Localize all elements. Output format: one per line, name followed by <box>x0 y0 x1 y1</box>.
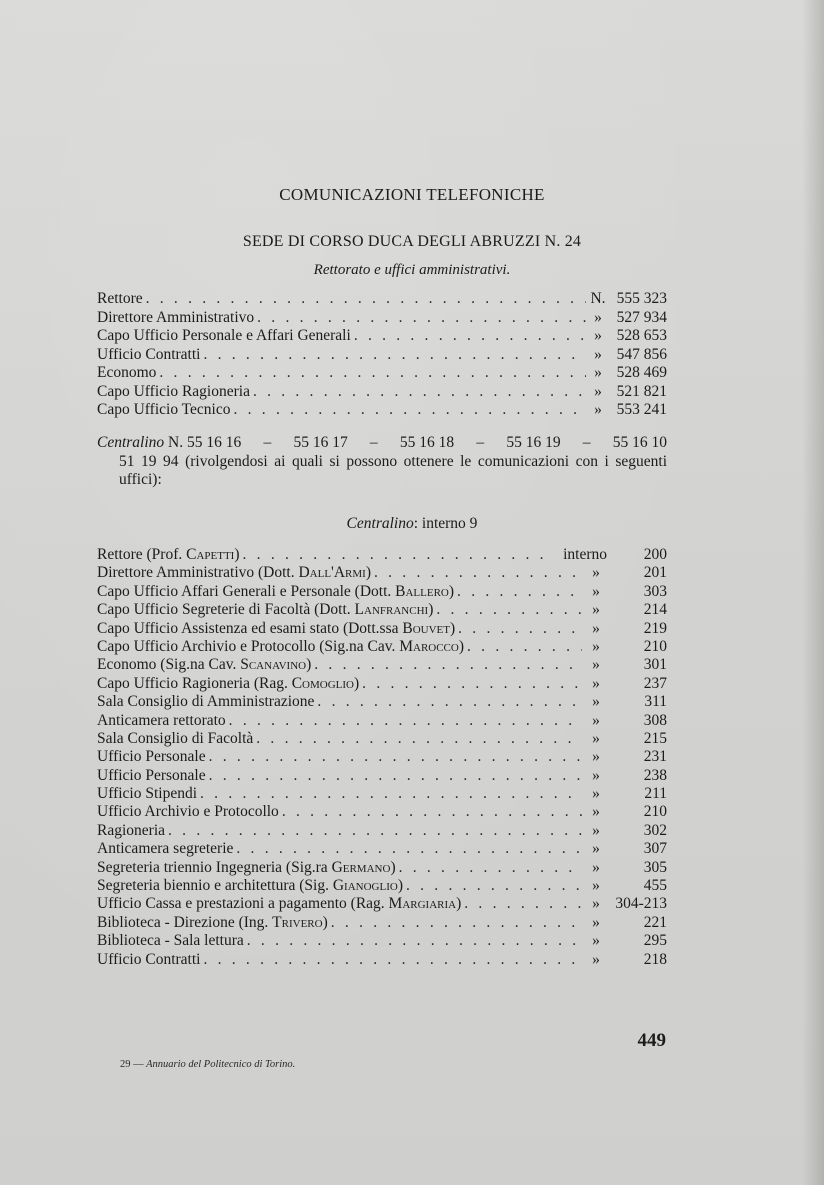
extension-text-tail: ) <box>397 877 403 895</box>
dot-leader <box>243 546 552 564</box>
centralino-number-2: 55 16 17 <box>293 434 348 451</box>
dot-leader <box>159 364 586 383</box>
centralino-block <box>97 434 667 490</box>
centralino-prefix: Centralino <box>97 434 165 451</box>
extension-label <box>97 767 206 785</box>
dot-leader <box>317 693 582 711</box>
extension-text: Capo Ufficio Assistenza ed esami stato (Dott.ssa <box>97 619 403 637</box>
dot-leader <box>168 822 582 840</box>
extension-text: Capo Ufficio Affari Generali e Personale (Dott. <box>97 582 396 600</box>
extension-text: Ufficio Contratti <box>97 950 201 968</box>
extension-row <box>97 895 667 913</box>
extension-text-tail: ) <box>449 619 456 637</box>
extension-text: Biblioteca - Direzione (Ing. <box>97 913 273 931</box>
dot-leader <box>257 309 586 328</box>
extension-marker: » <box>592 674 600 692</box>
extension-number: 214 <box>643 601 667 619</box>
direct-line-marker: » <box>594 308 602 326</box>
dot-leader <box>354 327 586 346</box>
extension-number: 200 <box>643 546 667 563</box>
page-subheading: SEDE DI CORSO DUCA DEGLI ABRUZZI N. 24 <box>242 233 582 250</box>
extension-text-tail: ) <box>365 564 371 582</box>
extension-text: Capo Ufficio Segreterie di Facoltà (Dott. <box>97 601 355 619</box>
extension-label <box>97 822 165 840</box>
extension-person-name: Lanfranchi <box>354 601 429 619</box>
extension-marker: interno <box>563 546 607 563</box>
extension-label <box>97 859 396 877</box>
extension-text-tail: ) <box>456 895 462 913</box>
separator: – <box>582 434 591 451</box>
extension-number: 307 <box>643 840 667 858</box>
direct-line-label: Direttore Amministrativo <box>97 308 255 326</box>
page-footer <box>120 1059 295 1070</box>
page-edge-shadow <box>802 0 824 1185</box>
dot-leader <box>314 656 582 674</box>
extension-number: 311 <box>644 693 667 711</box>
extension-person-name: Dall'Armi <box>298 564 366 582</box>
extension-person-name: Ballero <box>395 582 449 600</box>
extension-label <box>97 638 464 656</box>
dot-leader <box>457 583 582 601</box>
extension-text-tail: ) <box>322 913 328 931</box>
direct-line-number: 553 241 <box>616 401 667 418</box>
extension-marker: » <box>592 895 600 913</box>
extension-label <box>97 564 371 582</box>
extension-marker: » <box>592 913 600 931</box>
extension-number: 218 <box>643 950 667 968</box>
extension-row <box>97 583 667 601</box>
dot-leader <box>436 601 582 619</box>
extension-person-name: Gianoglio <box>332 877 398 895</box>
extension-label <box>97 951 200 969</box>
extension-marker: » <box>592 932 600 950</box>
extension-number: 237 <box>643 674 667 692</box>
dot-leader <box>331 914 582 932</box>
extension-text: Ufficio Archivio e Protocollo <box>97 803 279 821</box>
extension-row <box>97 712 667 730</box>
direct-line-marker: » <box>594 345 602 363</box>
dot-leader <box>146 290 586 309</box>
extension-marker: » <box>592 729 600 747</box>
extension-number: 221 <box>643 913 667 931</box>
extension-marker: » <box>592 950 600 968</box>
extension-label <box>97 656 311 674</box>
dot-leader <box>464 895 582 913</box>
extension-label <box>97 693 314 711</box>
direct-line-marker: » <box>594 364 602 381</box>
centralino-numbers-line <box>97 434 667 453</box>
direct-line-row <box>97 364 667 383</box>
extension-row <box>97 877 667 895</box>
interno-title-prefix: Centralino <box>346 515 414 532</box>
separator: – <box>263 434 272 451</box>
extension-number: 302 <box>643 821 667 839</box>
extension-row <box>97 914 667 932</box>
separator: – <box>369 434 378 451</box>
dot-leader <box>399 859 582 877</box>
direct-lines-list <box>97 290 667 420</box>
extension-label <box>97 785 197 803</box>
extension-row <box>97 785 667 803</box>
extension-marker: » <box>592 821 600 839</box>
extension-row <box>97 638 667 656</box>
extension-marker: » <box>592 803 600 821</box>
extension-text: Capo Ufficio Archivio e Protocollo (Sig.na Cav. <box>97 637 400 655</box>
extension-label <box>97 675 359 693</box>
extension-text: Ragioneria <box>97 821 166 839</box>
extension-text: Ufficio Personale <box>97 766 206 784</box>
direct-line-number: 547 856 <box>616 345 667 363</box>
direct-line-number: 527 934 <box>616 308 667 326</box>
extension-row <box>97 840 667 858</box>
dot-leader <box>236 840 582 858</box>
extension-person-name: Capetti <box>186 546 235 563</box>
extension-marker: » <box>592 637 600 655</box>
extension-number: 215 <box>643 729 667 747</box>
extension-row <box>97 748 667 766</box>
extension-number: 304-213 <box>615 895 667 913</box>
extension-marker: » <box>592 582 600 600</box>
direct-line-label: Ufficio Contratti <box>97 345 201 363</box>
extension-text: Segreteria biennio e architettura (Sig. <box>97 877 333 895</box>
extension-number: 210 <box>643 803 667 821</box>
dot-leader <box>253 383 586 402</box>
extension-text: Sala Consiglio di Facoltà <box>97 729 254 747</box>
extension-label <box>97 601 433 619</box>
extension-text-tail: ) <box>234 546 240 563</box>
extension-number: 231 <box>643 748 667 766</box>
direct-line-row <box>97 290 667 309</box>
extension-row <box>97 564 667 582</box>
extension-number: 295 <box>643 932 667 950</box>
extension-text: Ufficio Cassa e prestazioni a pagamento (Rag. <box>97 895 389 913</box>
extension-label <box>97 546 240 564</box>
direct-line-number: 528 653 <box>616 327 667 344</box>
extension-row <box>97 822 667 840</box>
direct-line-marker: » <box>594 327 602 344</box>
direct-line-label: Economo <box>97 364 157 381</box>
dot-leader <box>203 346 586 365</box>
extension-label <box>97 748 206 766</box>
direct-line-row <box>97 346 667 365</box>
extension-number: 308 <box>643 711 667 729</box>
dot-leader <box>256 730 582 748</box>
extension-text: Rettore (Prof. <box>97 546 187 563</box>
centralino-number-1: N. 55 16 16 <box>168 434 242 451</box>
direct-line-marker: » <box>594 401 602 418</box>
dot-leader <box>209 748 582 766</box>
extension-marker: » <box>592 564 600 582</box>
extensions-list <box>97 546 667 969</box>
extension-person-name: Trivero <box>272 913 323 931</box>
extension-text-tail: ) <box>390 858 396 876</box>
extension-marker: » <box>592 619 600 637</box>
extension-row <box>97 693 667 711</box>
centralino-continuation: 51 19 94 (rivolgendosi ai quali si possono ottenere le comunicazioni con i seguenti uffici): <box>119 452 667 488</box>
centralino-number-4: 55 16 19 <box>506 434 561 451</box>
direct-line-label: Rettore <box>97 290 143 307</box>
extension-label <box>97 620 455 638</box>
dot-leader <box>209 767 582 785</box>
extension-number: 201 <box>643 564 667 582</box>
extension-number: 210 <box>643 637 667 655</box>
section-title: Rettorato e uffici amministrativi. <box>313 262 511 278</box>
dot-leader <box>247 932 582 950</box>
extension-row <box>97 546 667 564</box>
extension-number: 305 <box>643 858 667 876</box>
extension-text-tail: ) <box>306 656 312 674</box>
extension-text: Ufficio Stipendi <box>97 785 198 803</box>
interno-title-rest: : interno 9 <box>413 515 478 532</box>
direct-line-number: 521 821 <box>616 382 667 400</box>
extension-text-tail: ) <box>428 601 434 619</box>
extension-person-name: Comoglio <box>291 674 354 692</box>
extension-person-name: Marocco <box>399 637 459 655</box>
separator: – <box>476 434 485 451</box>
dot-leader <box>203 951 582 969</box>
direct-line-label: Capo Ufficio Ragioneria <box>97 382 250 400</box>
extension-text: Anticamera rettorato <box>97 711 226 729</box>
interno-title <box>0 515 824 533</box>
extension-row <box>97 767 667 785</box>
extension-text: Direttore Amministrativo (Dott. <box>97 564 299 582</box>
extension-row <box>97 656 667 674</box>
extension-text: Anticamera segreterie <box>97 840 234 858</box>
extension-text: Economo (Sig.na Cav. <box>97 656 241 674</box>
dot-leader <box>200 785 582 803</box>
dot-leader <box>406 877 582 895</box>
extension-text-tail: ) <box>458 637 465 655</box>
centralino-number-5: 55 16 10 <box>612 434 667 451</box>
centralino-first <box>97 434 241 453</box>
dot-leader <box>458 620 582 638</box>
page-heading: COMUNICAZIONI TELEFONICHE <box>279 185 545 204</box>
extension-text-tail: ) <box>448 582 455 600</box>
extension-number: 303 <box>643 582 667 600</box>
extension-marker: » <box>592 858 600 876</box>
page-number: 449 <box>637 1030 666 1051</box>
extension-row <box>97 932 667 950</box>
centralino-number-3: 55 16 18 <box>399 434 455 451</box>
extension-number: 301 <box>643 656 667 674</box>
extension-row <box>97 951 667 969</box>
direct-line-row <box>97 327 667 346</box>
dot-leader <box>362 675 582 693</box>
footer-title: Annuario del Politecnico di Torino. <box>146 1059 296 1070</box>
direct-line-label: Capo Ufficio Personale e Affari Generali <box>97 327 351 344</box>
extension-number: 219 <box>643 619 667 637</box>
extension-label <box>97 712 226 730</box>
extension-marker: » <box>592 877 600 895</box>
extension-marker: » <box>592 693 600 711</box>
footer-dash: — <box>133 1059 144 1070</box>
extension-row <box>97 675 667 693</box>
extension-text: Ufficio Personale <box>97 748 206 766</box>
extension-row <box>97 730 667 748</box>
extension-label <box>97 583 454 601</box>
dot-leader <box>374 564 582 582</box>
direct-line-number: 528 469 <box>616 364 667 381</box>
footer-sheet-number: 29 <box>120 1059 131 1070</box>
extension-row <box>97 601 667 619</box>
extension-marker: » <box>592 785 600 803</box>
extension-text: Biblioteca - Sala lettura <box>97 932 244 950</box>
extension-number: 238 <box>643 766 667 784</box>
extension-person-name: Germano <box>331 858 391 876</box>
direct-line-row <box>97 401 667 420</box>
extension-marker: » <box>592 601 600 619</box>
dot-leader <box>282 803 582 821</box>
extension-label <box>97 895 461 913</box>
direct-line-row <box>97 309 667 328</box>
extension-row <box>97 859 667 877</box>
extension-label <box>97 932 244 950</box>
extension-number: 455 <box>643 877 667 895</box>
extension-person-name: Bouvet <box>402 619 450 637</box>
extension-row <box>97 803 667 821</box>
dot-leader <box>234 401 587 420</box>
extension-text: Sala Consiglio di Amministrazione <box>97 693 315 711</box>
extension-text: Segreteria triennio Ingegneria (Sig.ra <box>97 858 332 876</box>
extension-label <box>97 914 328 932</box>
direct-line-marker: » <box>594 382 602 400</box>
extension-row <box>97 620 667 638</box>
extension-label <box>97 803 279 821</box>
dot-leader <box>229 712 582 730</box>
extension-person-name: Margiaria <box>388 895 457 913</box>
direct-line-label: Capo Ufficio Tecnico <box>97 401 231 418</box>
extension-marker: » <box>592 766 600 784</box>
direct-line-marker: N. <box>590 290 606 307</box>
extension-person-name: Scanavino <box>240 656 307 674</box>
dot-leader <box>467 638 582 656</box>
extension-label <box>97 877 403 895</box>
direct-line-row <box>97 383 667 402</box>
direct-line-number: 555 323 <box>616 290 667 307</box>
extension-marker: » <box>592 656 600 674</box>
extension-label <box>97 730 253 748</box>
extension-marker: » <box>592 711 600 729</box>
extension-text-tail: ) <box>354 674 360 692</box>
extension-number: 211 <box>644 785 667 803</box>
extension-marker: » <box>592 840 600 858</box>
extension-text: Capo Ufficio Ragioneria (Rag. <box>97 674 292 692</box>
extension-label <box>97 840 233 858</box>
extension-marker: » <box>592 748 600 766</box>
